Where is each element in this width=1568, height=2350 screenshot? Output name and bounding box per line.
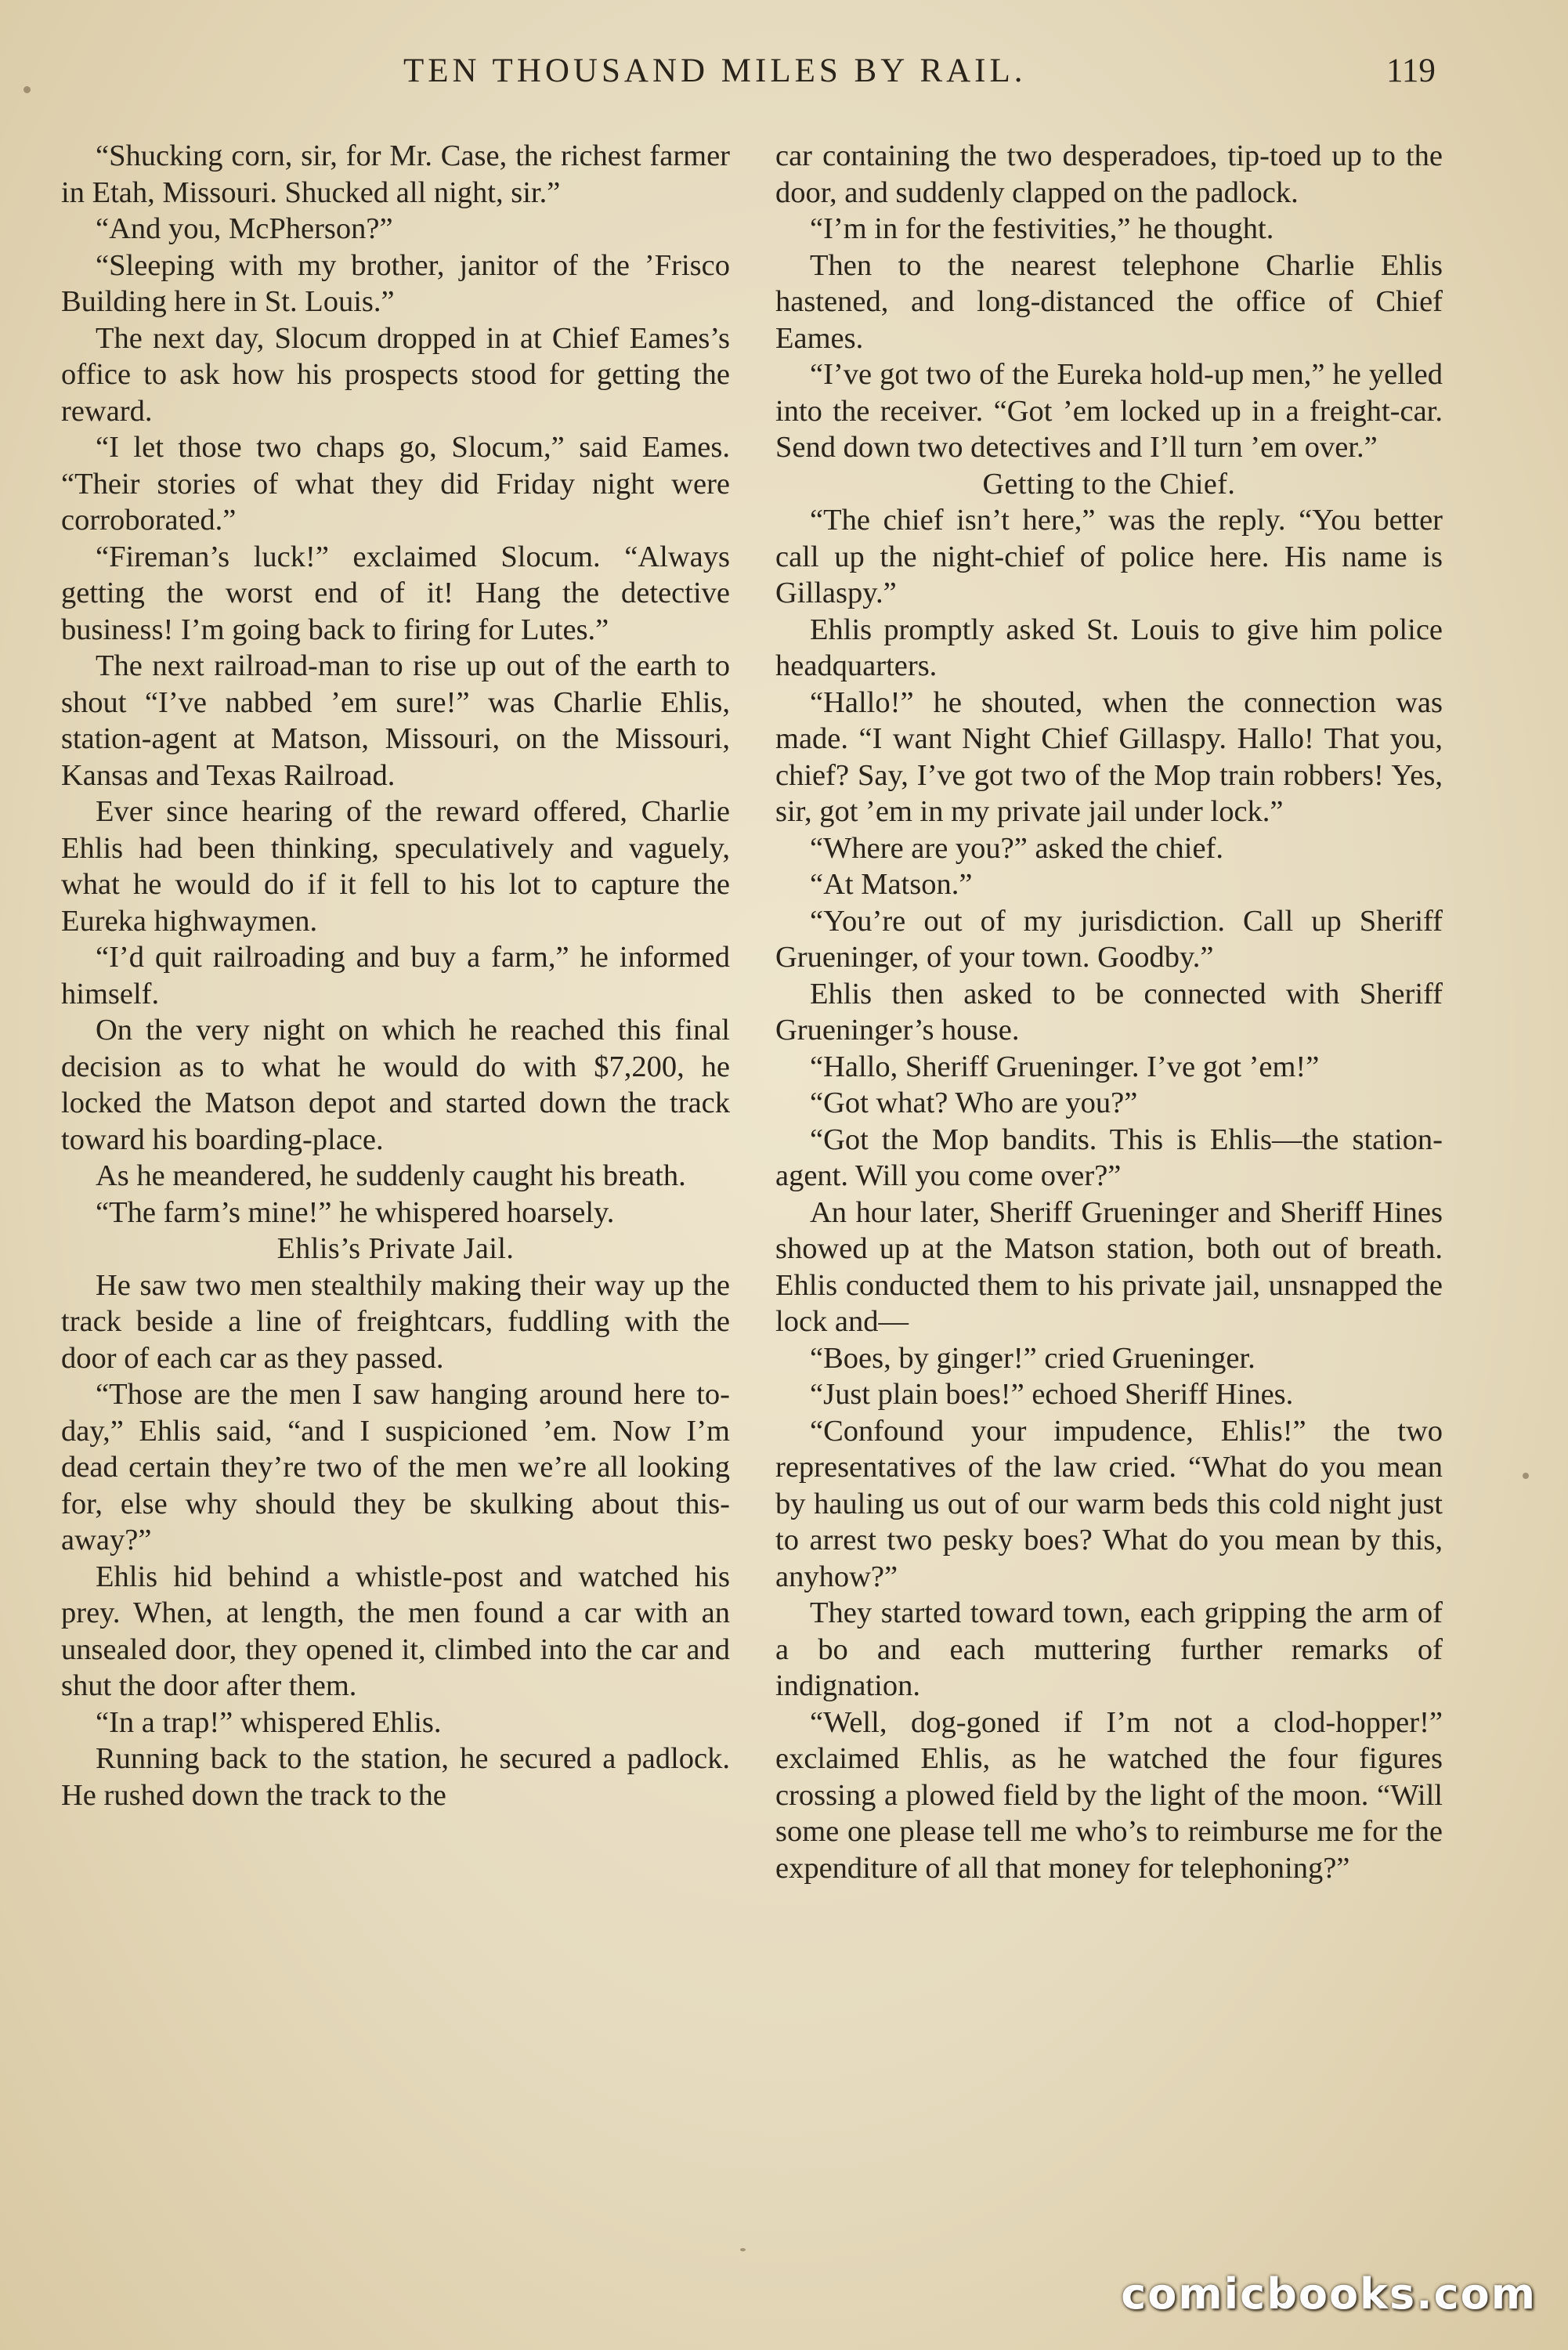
paragraph: “Hallo!” he shouted, when the connection was made. “I want Night Chief Gillaspy. Hallo! That you, chief? Say, I’ve got two of the Mop train robbers! Yes, sir, got ’em in my private jail under lock.” bbox=[775, 685, 1443, 828]
paragraph: “Boes, by ginger!” cried Grueninger. bbox=[810, 1341, 1255, 1375]
paragraph: “The farm’s mine!” he whispered hoarsely. bbox=[96, 1195, 615, 1229]
paragraph: “Fireman’s luck!” exclaimed Slocum. “Always getting the worst end of it! Hang the detective business! I’m going back to firing for Lutes.” bbox=[61, 540, 730, 646]
paper-speck bbox=[23, 86, 31, 93]
paragraph: “I’m in for the festivities,” he thought. bbox=[810, 212, 1274, 245]
paragraph: Ever since hearing of the reward offered, Charlie Ehlis had been thinking, speculatively and vaguely, what he would do if it fell to his lot to capture the Eureka highwaymen. bbox=[61, 795, 730, 938]
paragraph: “Got what? Who are you?” bbox=[810, 1086, 1138, 1119]
paragraph: “Well, dog-goned if I’m not a clod-hopper!” exclaimed Ehlis, as he watched the four figures crossing a plowed field by the light of the moon. “Will some one please tell me who’s to reimburse me for the expenditure of all that money for telephoning?” bbox=[775, 1705, 1443, 1885]
paragraph: Then to the nearest telephone Charlie Ehlis hastened, and long-distanced the office of Chief Eames. bbox=[775, 248, 1443, 355]
section-subheading: Getting to the Chief. bbox=[982, 467, 1236, 501]
page-header bbox=[0, 52, 1568, 99]
page-number: 119 bbox=[1386, 52, 1436, 89]
paper-speck bbox=[1523, 1473, 1529, 1479]
paragraph: “Those are the men I saw hanging around here to-day,” Ehlis said, “and I suspicioned ’em. Now I’m dead certain they’re two of the men we’re all looking for, else why should they be skulking about this-away?” bbox=[61, 1378, 730, 1556]
paragraph: “At Matson.” bbox=[810, 868, 973, 901]
section-subheading: Ehlis’s Private Jail. bbox=[276, 1232, 515, 1265]
paragraph: The next railroad-man to rise up out of the earth to shout “I’ve nabbed ’em sure!” was Charlie Ehlis, station-agent at Matson, Missouri, on the Missouri, Kansas and Texas Railroad. bbox=[61, 649, 730, 792]
paragraph: As he meandered, he suddenly caught his breath. bbox=[96, 1159, 686, 1192]
paragraph: On the very night on which he reached this final decision as to what he would do with $7,200, he locked the Matson depot and started down the track toward his boarding-place. bbox=[61, 1014, 730, 1156]
paragraph: “I’ve got two of the Eureka hold-up men,” he yelled into the receiver. “Got ’em locked up in a freight-car. Send down two detectives and I’ll turn ’em over.” bbox=[775, 358, 1443, 464]
paragraph: “Sleeping with my brother, janitor of the ’Frisco Building here in St. Louis.” bbox=[61, 248, 730, 318]
paragraph: The next day, Slocum dropped in at Chief Eames’s office to ask how his prospects stood for getting the reward. bbox=[61, 321, 730, 428]
paragraph: “I’d quit railroading and buy a farm,” he informed himself. bbox=[61, 941, 730, 1010]
paragraph: “Where are you?” asked the chief. bbox=[810, 831, 1223, 865]
paragraph-continued: car containing the two desperadoes, tip-toed up to the door, and suddenly clapped on the padlock. bbox=[775, 139, 1443, 209]
paper-speck bbox=[740, 2248, 746, 2251]
paragraph: “And you, McPherson?” bbox=[96, 212, 393, 245]
paragraph: “The chief isn’t here,” was the reply. “You better call up the night-chief of police here. His name is Gillaspy.” bbox=[775, 504, 1443, 609]
paragraph: “Got the Mop bandits. This is Ehlis—the station-agent. Will you come over?” bbox=[775, 1123, 1443, 1192]
paragraph: “I let those two chaps go, Slocum,” said Eames. “Their stories of what they did Friday night were corroborated.” bbox=[61, 431, 730, 537]
paragraph: Ehlis promptly asked St. Louis to give him police headquarters. bbox=[775, 613, 1443, 682]
paragraph: Ehlis then asked to be connected with Sheriff Grueninger’s house. bbox=[775, 977, 1443, 1047]
paragraph: Ehlis hid behind a whistle-post and watched his prey. When, at length, the men found a car with an unsealed door, they opened it, climbed into the car and shut the door after them. bbox=[61, 1560, 730, 1702]
paragraph: “Confound your impudence, Ehlis!” the two representatives of the law cried. “What do you mean by hauling us out of our warm beds this cold night just to arrest two pesky boes? What do you mean by this, anyhow?” bbox=[775, 1414, 1443, 1593]
paragraph: “You’re out of my jurisdiction. Call up Sheriff Grueninger, of your town. Goodby.” bbox=[775, 904, 1443, 974]
paragraph: “Shucking corn, sir, for Mr. Case, the richest farmer in Etah, Missouri. Shucked all night, sir.” bbox=[61, 139, 730, 209]
paragraph: They started toward town, each gripping the arm of a bo and each muttering further remarks of indignation. bbox=[775, 1596, 1443, 1702]
paragraph: “In a trap!” whispered Ehlis. bbox=[96, 1705, 442, 1739]
paragraph: An hour later, Sheriff Grueninger and Sheriff Hines showed up at the Matson station, both out of breath. Ehlis conducted them to his private jail, unsnapped the lock and— bbox=[775, 1195, 1443, 1338]
paragraph: “Just plain boes!” echoed Sheriff Hines. bbox=[810, 1378, 1294, 1411]
paragraph: He saw two men stealthily making their way up the track beside a line of freightcars, fuddling with the door of each car as they passed. bbox=[61, 1268, 730, 1375]
running-title: TEN THOUSAND MILES BY RAIL. bbox=[403, 52, 1027, 89]
paragraph: Running back to the station, he secured a padlock. He rushed down the track to the bbox=[61, 1742, 730, 1812]
paragraph: “Hallo, Sheriff Grueninger. I’ve got ’em!” bbox=[810, 1050, 1320, 1083]
right-column bbox=[775, 138, 1443, 1886]
left-column bbox=[61, 138, 730, 1813]
watermark: comicbooks.com bbox=[1121, 2269, 1537, 2319]
